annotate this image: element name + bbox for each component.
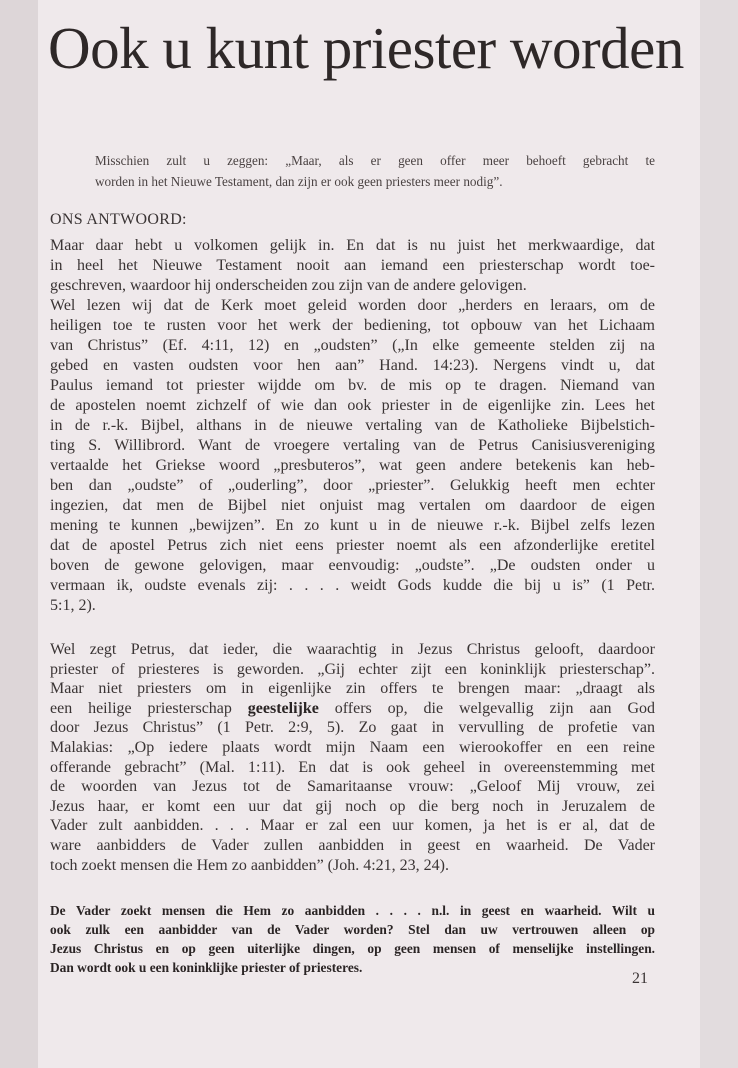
text-line: worden in het Nieuwe Testament, dan zijn er ook geen priesters meer nodig”. <box>95 174 503 189</box>
page-edge-right <box>700 0 738 1068</box>
page-number: 21 <box>632 970 648 987</box>
text-line: De Vader zoekt mensen die Hem zo aanbidden . . . . n.l. in geest en waarheid. Wilt u <box>50 903 655 918</box>
text-line: vertaalde het Griekse woord „presbuteros”, wat geen andere betekenis kan heb- <box>50 457 655 474</box>
text-line: mening te kunnen „bewijzen”. En zo kunt u in de nieuwe r.-k. Bijbel zelfs lezen <box>50 517 655 534</box>
text-line: Paulus iemand tot priester wijdde om bv. de mis op te dragen. Niemand van <box>50 377 655 394</box>
text-line: ting S. Willibrord. Want de vroegere vertaling van de Petrus Canisiusvereniging <box>50 437 655 454</box>
text-line: offerande gebracht” (Mal. 1:11). En dat is ook geheel in overeenstemming met <box>50 758 655 776</box>
closing-statement <box>50 901 655 977</box>
text-line: de woorden van Jezus tot de Samaritaanse vrouw: „Geloof Mij vrouw, zei <box>50 778 655 796</box>
text-line: 5:1, 2). <box>50 597 96 614</box>
text-line <box>50 699 655 719</box>
page-edge-left <box>0 0 38 1068</box>
text-line: van Christus” (Ef. 4:11, 12) en „oudsten” („In elke gemeente stelden zij na <box>50 337 655 354</box>
text-line: priester of priesteres is geworden. „Gij echter zijt een koninklijk priesterschap”. <box>50 660 655 678</box>
intro-paragraph <box>95 150 655 192</box>
text-line: Wel lezen wij dat de Kerk moet geleid worden door „herders en leraars, om de <box>50 297 655 314</box>
text-line: dat de apostel Petrus zich niet eens priester noemt als een afzonderlijke eretitel <box>50 537 655 554</box>
paragraph-2-part-1 <box>50 640 655 699</box>
text-line: boven de gewone gelovigen, maar eenvoudig: „oudste”. „De oudsten onder u <box>50 557 655 574</box>
text-line: Malakias: „Op iedere plaats wordt mijn Naam een wierookoffer en een reine <box>50 738 655 756</box>
text-line: ook zulk een aanbidder van de Vader worden? Stel dan uw vertrouwen alleen op <box>50 922 655 937</box>
text-line: Maar niet priesters om in eigenlijke zin offers te brengen maar: „draagt als <box>50 680 655 698</box>
text-segment: een heilige priesterschap <box>50 699 248 717</box>
text-segment: offers op, die welgevallig zijn aan God <box>318 699 655 717</box>
page-title: Ook u kunt priester worden <box>48 15 684 81</box>
text-line: Jezus haar, er komt een uur dat gij noch op die berg noch in Jeruzalem de <box>50 797 655 815</box>
text-line: Dan wordt ook u een koninklijke priester of priesteres. <box>50 960 363 975</box>
text-line: gebed en vasten oudsten voor hen aan” Hand. 14:23). Nergens vindt u, dat <box>50 357 655 374</box>
text-line: ingezien, dat men de Bijbel niet onjuist mag vertalen om daardoor de eigen <box>50 497 655 514</box>
text-line: Wel zegt Petrus, dat ieder, die waarachtig in Jezus Christus gelooft, daardoor <box>50 641 655 658</box>
text-line: Maar daar hebt u volkomen gelijk in. En dat is nu juist het merkwaardige, dat <box>50 237 655 254</box>
text-line: de apostelen noemt zichzelf of wie dan ook priester in de eigenlijke zin. Lees het <box>50 397 655 414</box>
paragraph-2 <box>50 640 655 875</box>
text-line: toch zoekt mensen die Hem zo aanbidden” (Joh. 4:21, 23, 24). <box>50 856 449 874</box>
text-line: door Jezus Christus” (1 Petr. 2:9, 5). Zo gaat in vervulling de profetie van <box>50 719 655 737</box>
text-line: geschreven, waardoor hij onderscheiden zou zijn van de andere gelovigen. <box>50 277 527 294</box>
text-line: heiligen toe te rusten voor het werk der bediening, tot opbouw van het Lichaam <box>50 317 655 334</box>
text-line: ware aanbidders de Vader zullen aanbidden in geest en waarheid. De Vader <box>50 836 655 854</box>
paragraph-2-part-2 <box>50 718 655 875</box>
text-line: in de r.-k. Bijbel, althans in de nieuwe vertaling van de Katholieke Bijbelstich- <box>50 417 655 434</box>
text-line: vermaan ik, oudste evenals zij: . . . . weidt Gods kudde die bij u is” (1 Petr. <box>50 577 655 594</box>
section-heading: ONS ANTWOORD: <box>50 211 187 228</box>
text-line: in heel het Nieuwe Testament nooit aan iemand een priesterschap wordt toe- <box>50 257 655 274</box>
emphasized-word: geestelijke <box>247 699 319 717</box>
text-line: Vader zult aanbidden. . . . Maar er zal een uur komen, ja het is er al, dat de <box>50 817 655 835</box>
text-line: ben dan „oudste” of „ouderling”, door „priester”. Gelukkig heeft men echter <box>50 477 655 494</box>
text-line: Misschien zult u zeggen: „Maar, als er geen offer meer behoeft gebracht te <box>95 153 655 168</box>
paragraph-1 <box>50 236 655 616</box>
text-line: Jezus Christus en op geen uiterlijke dingen, op geen mensen of menselijke instellingen. <box>50 941 655 956</box>
